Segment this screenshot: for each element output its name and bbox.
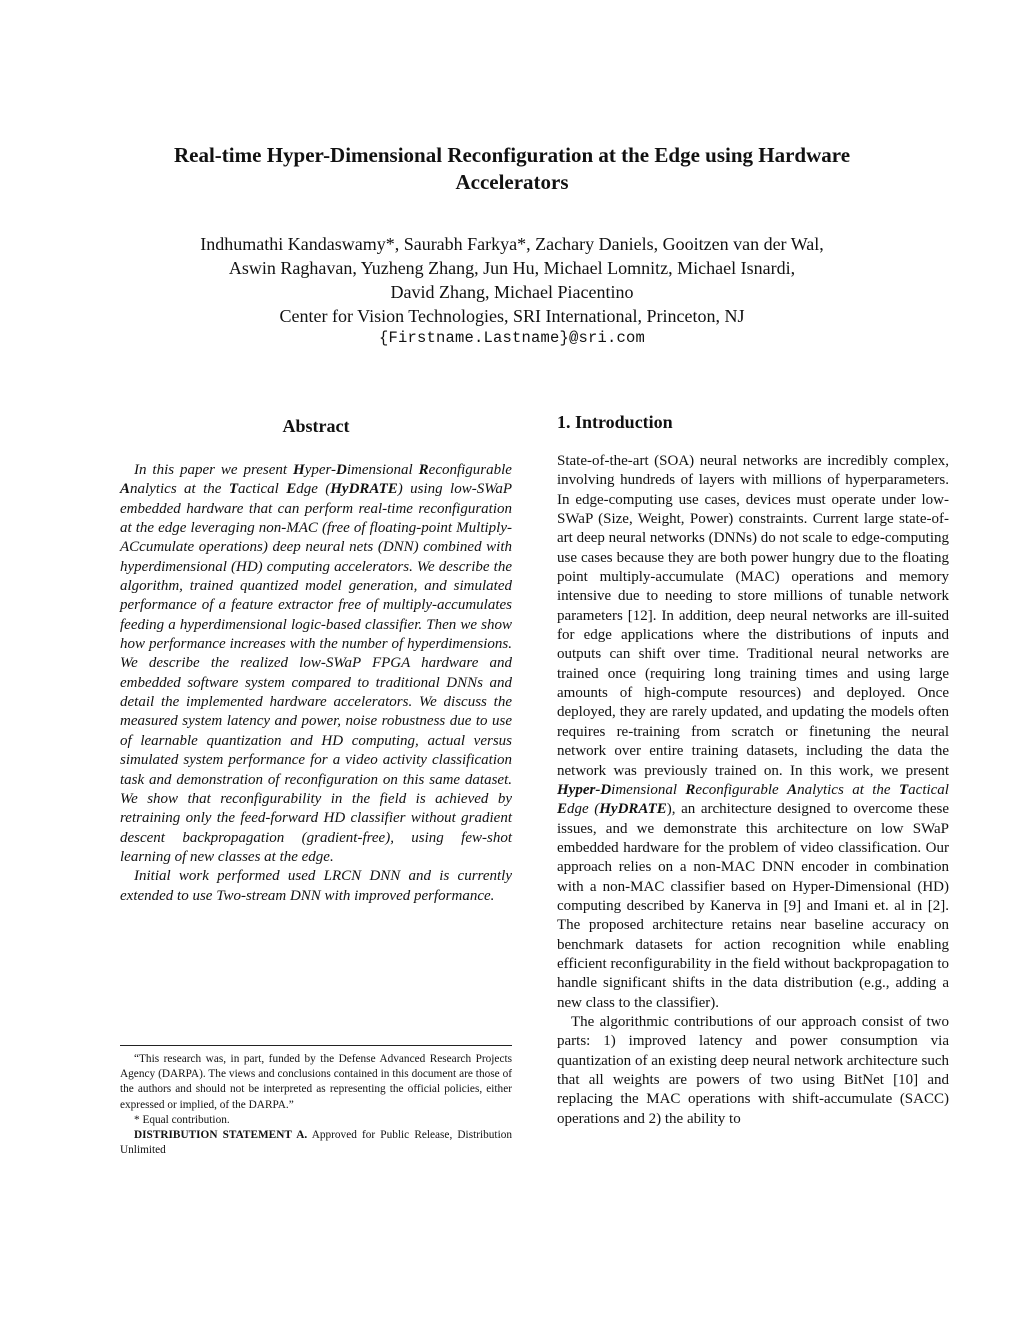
abstract-text: nalytics at the	[130, 481, 229, 498]
acronym-letter: A	[787, 781, 798, 798]
acronym-letters: Hyper-D	[557, 781, 612, 798]
abstract-paragraph-1	[120, 461, 512, 867]
introduction-section	[557, 410, 949, 1129]
author-line-1: Indhumathi Kandaswamy*, Saurabh Farkya*, Zachary Daniels, Gooitzen van der Wal,	[200, 234, 824, 254]
acronym-letter: R	[418, 462, 429, 478]
acronym-hydrate: HyDRATE	[330, 481, 398, 498]
affiliation: Center for Vision Technologies, SRI International, Princeton, NJ	[279, 306, 745, 326]
title-line-1: Real-time Hyper-Dimensional Reconfiguration at the Edge using Hardware	[173, 143, 851, 167]
author-line-3: David Zhang, Michael Piacentino	[390, 282, 634, 302]
distribution-text: Approved for Public Release, Distribution Unlimited	[120, 1129, 512, 1157]
footnote-divider	[120, 1045, 512, 1046]
intro-italic-text: imensional	[611, 781, 686, 798]
abstract-text: econfigurable	[428, 462, 512, 478]
intro-italic-text: econfigurable	[695, 781, 788, 798]
abstract-text: yper-	[304, 462, 337, 478]
acronym-hydrate: HyDRATE	[599, 801, 667, 818]
abstract-heading: Abstract	[282, 416, 350, 436]
abstract-text: In this paper we present	[134, 462, 294, 478]
author-block	[100, 232, 924, 348]
author-line-2: Aswin Raghavan, Yuzheng Zhang, Jun Hu, Michael Lomnitz, Michael Isnardi,	[228, 258, 796, 278]
acronym-letter: T	[898, 781, 909, 798]
title-line-2: Accelerators	[455, 170, 569, 194]
acronym-letter: H	[293, 462, 305, 478]
intro-italic-text: actical	[908, 781, 949, 798]
abstract-text: imensional	[346, 462, 419, 478]
intro-text: ), an architecture designed to overcome these issues, and we demonstrate this architecture on low SWaP embedded hardware for the problem of video classification. Our approach relies on a non-MAC DNN encoder in combination with a non-MAC classifier based on Hyper-Dimensional (HD) computing described by Kanerva in [9] and Imani et. al in [2]. The proposed architecture retains near baseline accuracy on benchmark datasets for action recognition while enabling efficient reconfigurability in the field without backpropagation to handle significant shifts in the data distribution (e.g., adding a new class to the classifier).	[557, 801, 949, 1011]
introduction-paragraph-1	[557, 452, 949, 1013]
acronym-letter: A	[120, 481, 131, 498]
paper-title	[100, 142, 924, 196]
abstract-section	[120, 412, 512, 906]
abstract-text: dge (	[296, 481, 331, 498]
equal-contribution-footnote: * Equal contribution.	[134, 1113, 230, 1126]
acronym-letter: E	[557, 801, 568, 818]
author-email: {Firstname.Lastname}@sri.com	[378, 329, 646, 347]
acronym-letter: R	[685, 781, 696, 798]
distribution-label: DISTRIBUTION STATEMENT A.	[134, 1129, 308, 1142]
abstract-text: actical	[238, 481, 287, 498]
footnotes	[120, 1045, 512, 1158]
abstract-text: ) using low-SWaP embedded hardware that can perform real-time reconfiguration at the edge leveraging non-MAC (free of floating-point Multiply-ACcumulate operations) deep neural nets (DNN) combined with hyperdimensional (HD) computing accelerators. We describe the algorithm, trained quantized model generation, and simulated performance of a feature extractor free of multiply-accumulates feeding a hyperdimensional logic-based classifier. Then we show how performance increases with the number of hyperdimensions. We describe the realized low-SWaP FPGA hardware and embedded software system compared to traditional DNNs and detail the implemented hardware accelerators. We discuss the measured system latency and power, noise robustness due to use of learnable quantization and HD computing, actual versus simulated system performance for a video activity classification task and demonstration of reconfiguration on this same dataset. We show that reconfigurability in the field is achieved by retraining only the feed-forward HD classifier without gradient descent backpropagation (gradient-free), using few-shot learning of new classes at the edge.	[120, 481, 512, 865]
acronym-letter: E	[286, 481, 297, 498]
introduction-heading: 1. Introduction	[557, 412, 673, 432]
introduction-paragraph-2: The algorithmic contributions of our approach consist of two parts: 1) improved latency and power consumption via quantization of an existing deep neural network architecture such that all weights are powers of two using BitNet [10] and replacing the MAC operations with shift-accumulate (SACC) operations and 2) the ability to	[557, 1013, 949, 1127]
intro-text: State-of-the-art (SOA) neural networks are incredibly complex, involving hundreds of layers with millions of hyperparameters. In edge-computing use cases, devices must operate under low-SWaP (Size, Weight, Power) constraints. Current large state-of-art deep neural networks (DNNs) do not scale to edge-computing use cases because they are both power hungry due to the floating point multiply-accumulate (MAC) operations and memory intensive due to needing to store millions of tunable network parameters [12]. In addition, deep neural networks are ill-suited for edge applications where the distributions of inputs and outputs can shift over time. Traditional neural networks are trained once (requiring long training times and using large amounts of high-compute resources) and deployed. Once deployed, they are rarely updated, and updating the models often requires re-training from scratch or finetuning the neural network over entire training datasets, including the data the network was previously trained on. In this work, we present	[557, 453, 949, 779]
intro-italic-text: dge (	[567, 801, 600, 818]
acronym-letter: T	[228, 481, 238, 498]
abstract-paragraph-2: Initial work performed used LRCN DNN and is currently extended to use Two-stream DNN with improved performance.	[120, 868, 512, 904]
funding-footnote: “This research was, in part, funded by the Defense Advanced Research Projects Agency (DARPA). The views and conclusions contained in this document are those of the authors and should not be interpreted as representing the official policies, either expressed or implied, of the DARPA.”	[120, 1053, 512, 1111]
intro-italic-text: nalytics at the	[797, 781, 899, 798]
distribution-statement	[120, 1128, 512, 1158]
acronym-letter: D	[336, 462, 347, 478]
